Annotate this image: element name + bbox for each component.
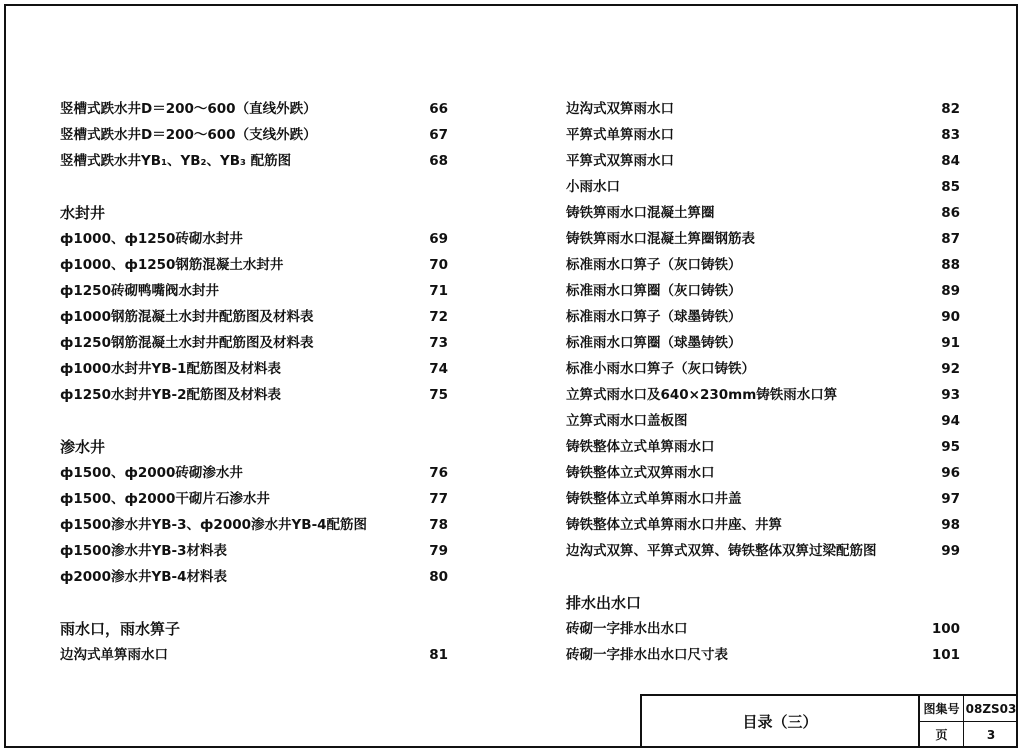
toc-page-number: 73: [429, 335, 448, 351]
toc-entry-title: 标准雨水口箅圈（球墨铸铁）: [566, 335, 742, 351]
toc-entry[interactable]: [60, 330, 448, 356]
toc-entry-title: 立箅式雨水口及640×230mm铸铁雨水口箅: [566, 387, 838, 403]
toc-entry[interactable]: [60, 486, 448, 512]
toc-page-number: 98: [941, 517, 960, 533]
toc-entry-title: 标准雨水口箅圈（灰口铸铁）: [566, 283, 742, 299]
toc-entry-title: 立箅式雨水口盖板图: [566, 413, 688, 429]
toc-entry-title: ф1500渗水井YB-3材料表: [60, 543, 228, 559]
toc-entry[interactable]: [60, 304, 448, 330]
toc-entry-title: ф1000、ф1250钢筋混凝土水封井: [60, 257, 284, 273]
toc-entry-title: 铸铁整体立式双箅雨水口: [566, 465, 715, 481]
toc-spacer: [60, 590, 448, 616]
toc-page-number: 77: [429, 491, 448, 507]
toc-spacer: [60, 408, 448, 434]
toc-page-number: 90: [941, 309, 960, 325]
toc-entry[interactable]: [566, 330, 960, 356]
toc-entry[interactable]: [566, 486, 960, 512]
toc-entry-title: 边沟式单箅雨水口: [60, 647, 168, 663]
toc-entry-title: ф2000渗水井YB-4材料表: [60, 569, 228, 585]
toc-page-number: 67: [429, 127, 448, 143]
toc-entry-title: 铸铁箅雨水口混凝土箅圈: [566, 205, 715, 221]
toc-page-number: 84: [941, 153, 960, 169]
toc-entry[interactable]: [566, 460, 960, 486]
toc-entry-title: 竖槽式跌水井YB₁、YB₂、YB₃ 配筋图: [60, 153, 292, 169]
toc-page-number: 78: [429, 517, 448, 533]
toc-left-column: [60, 96, 448, 668]
page-number-value: 3: [986, 728, 996, 742]
toc-entry[interactable]: [566, 356, 960, 382]
toc-section-heading: [60, 434, 448, 460]
toc-page-number: 80: [429, 569, 448, 585]
toc-entry-title: ф1500、ф2000砖砌渗水井: [60, 465, 243, 481]
toc-entry[interactable]: [60, 460, 448, 486]
toc-entry[interactable]: [566, 200, 960, 226]
toc-section-title: 排水出水口: [566, 594, 642, 612]
toc-entry[interactable]: [566, 304, 960, 330]
toc-entry-title: 竖槽式跌水井D＝200～600（直线外跌）: [60, 101, 317, 117]
toc-spacer: [60, 174, 448, 200]
toc-page-number: 75: [429, 387, 448, 403]
toc-entry-title: 铸铁整体立式单箅雨水口井盖: [566, 491, 742, 507]
toc-page-number: 81: [429, 647, 448, 663]
toc-entry-title: 平箅式双箅雨水口: [566, 153, 674, 169]
toc-page-number: 86: [941, 205, 960, 221]
toc-entry[interactable]: [60, 382, 448, 408]
toc-page-number: 99: [941, 543, 960, 559]
toc-entry[interactable]: [60, 278, 448, 304]
toc-entry-title: ф1500渗水井YB-3、ф2000渗水井YB-4配筋图: [60, 517, 368, 533]
toc-page-number: 87: [941, 231, 960, 247]
toc-entry[interactable]: [566, 148, 960, 174]
toc-entry[interactable]: [60, 356, 448, 382]
toc-page-number: 94: [941, 413, 960, 429]
page-label: 页: [920, 722, 964, 748]
toc-entry-title: 砖砌一字排水出水口尺寸表: [566, 647, 728, 663]
toc-entry-title: 标准雨水口箅子（球墨铸铁）: [566, 309, 742, 325]
toc-entry-title: ф1000水封井YB-1配筋图及材料表: [60, 361, 282, 377]
toc-page-number: 89: [941, 283, 960, 299]
toc-page-number: 91: [941, 335, 960, 351]
toc-page-number: 95: [941, 439, 960, 455]
toc-entry[interactable]: [566, 382, 960, 408]
toc-section-heading: [60, 200, 448, 226]
toc-entry[interactable]: [60, 512, 448, 538]
toc-entry-title: 标准雨水口箅子（灰口铸铁）: [566, 257, 742, 273]
toc-page-number: 85: [941, 179, 960, 195]
toc-page-number: 92: [941, 361, 960, 377]
toc-right-column: [566, 96, 960, 668]
toc-entry[interactable]: [566, 642, 960, 668]
atlas-number-value: 08ZS03: [964, 696, 1018, 722]
toc-entry-title: 铸铁整体立式单箅雨水口井座、井箅: [566, 517, 782, 533]
toc-entry[interactable]: [60, 642, 448, 668]
toc-entry-title: 标准小雨水口箅子（灰口铸铁）: [566, 361, 755, 377]
toc-entry[interactable]: [60, 226, 448, 252]
toc-entry-title: 铸铁整体立式单箅雨水口: [566, 439, 715, 455]
toc-entry-title: 边沟式双箅雨水口: [566, 101, 674, 117]
toc-section-title: 雨水口，雨水箅子: [60, 620, 181, 638]
toc-page-number: 72: [429, 309, 448, 325]
toc-entry[interactable]: [566, 226, 960, 252]
toc-page-number: 88: [941, 257, 960, 273]
toc-entry[interactable]: [566, 122, 960, 148]
toc-spacer: [566, 564, 960, 590]
toc-entry[interactable]: [566, 538, 960, 564]
toc-page-number: 93: [941, 387, 960, 403]
toc-page-number: 70: [429, 257, 448, 273]
toc-entry[interactable]: [566, 174, 960, 200]
toc-entry-title: 竖槽式跌水井D＝200～600（支线外跌）: [60, 127, 317, 143]
toc-page-number: 96: [941, 465, 960, 481]
atlas-number-label: 图集号: [920, 696, 964, 722]
toc-page-number: 100: [931, 621, 960, 637]
toc-page-number: 69: [429, 231, 448, 247]
toc-entry[interactable]: [60, 252, 448, 278]
toc-entry-title: 铸铁箅雨水口混凝土箅圈钢筋表: [566, 231, 755, 247]
toc-entry[interactable]: [566, 278, 960, 304]
toc-page-number: 83: [941, 127, 960, 143]
toc-entry-title: 砖砌一字排水出水口: [566, 621, 688, 637]
toc-page-number: 82: [941, 101, 960, 117]
toc-page-number: 74: [429, 361, 448, 377]
toc-entry[interactable]: [566, 616, 960, 642]
toc-section-heading: [60, 616, 448, 642]
toc-entry[interactable]: [60, 148, 448, 174]
toc-page-number: 66: [429, 101, 448, 117]
toc-entry-title: ф1000、ф1250砖砌水封井: [60, 231, 243, 247]
toc-entry[interactable]: [60, 96, 448, 122]
toc-page-number: 68: [429, 153, 448, 169]
toc-entry-title: ф1250钢筋混凝土水封井配筋图及材料表: [60, 335, 314, 351]
toc-section-title: 渗水井: [60, 438, 106, 456]
toc-page-number: 97: [941, 491, 960, 507]
title-block-title: 目录（三）: [642, 696, 920, 748]
toc-page-number: 79: [429, 543, 448, 559]
toc-entry[interactable]: [60, 538, 448, 564]
toc-entry-title: ф1250水封井YB-2配筋图及材料表: [60, 387, 282, 403]
toc-entry[interactable]: [566, 252, 960, 278]
toc-entry[interactable]: [566, 408, 960, 434]
toc-entry-title: 边沟式双箅、平箅式双箅、铸铁整体双箅过梁配筋图: [566, 543, 877, 559]
toc-entry[interactable]: [60, 564, 448, 590]
toc-section-heading: [566, 590, 960, 616]
toc-page-number: 71: [429, 283, 448, 299]
toc-entry-title: 小雨水口: [566, 179, 620, 195]
toc-entry[interactable]: [566, 434, 960, 460]
toc-entry[interactable]: [60, 122, 448, 148]
toc-section-title: 水封井: [60, 204, 106, 222]
toc-page-number: 76: [429, 465, 448, 481]
toc-page-number: 101: [931, 647, 960, 663]
toc-entry-title: 平箅式单箅雨水口: [566, 127, 674, 143]
toc-entry-title: ф1000钢筋混凝土水封井配筋图及材料表: [60, 309, 314, 325]
toc-entry-title: ф1250砖砌鸭嘴阀水封井: [60, 283, 219, 299]
toc-entry-title: ф1500、ф2000干砌片石渗水井: [60, 491, 270, 507]
toc-entry[interactable]: [566, 96, 960, 122]
title-block: [640, 694, 1018, 748]
toc-entry[interactable]: [566, 512, 960, 538]
